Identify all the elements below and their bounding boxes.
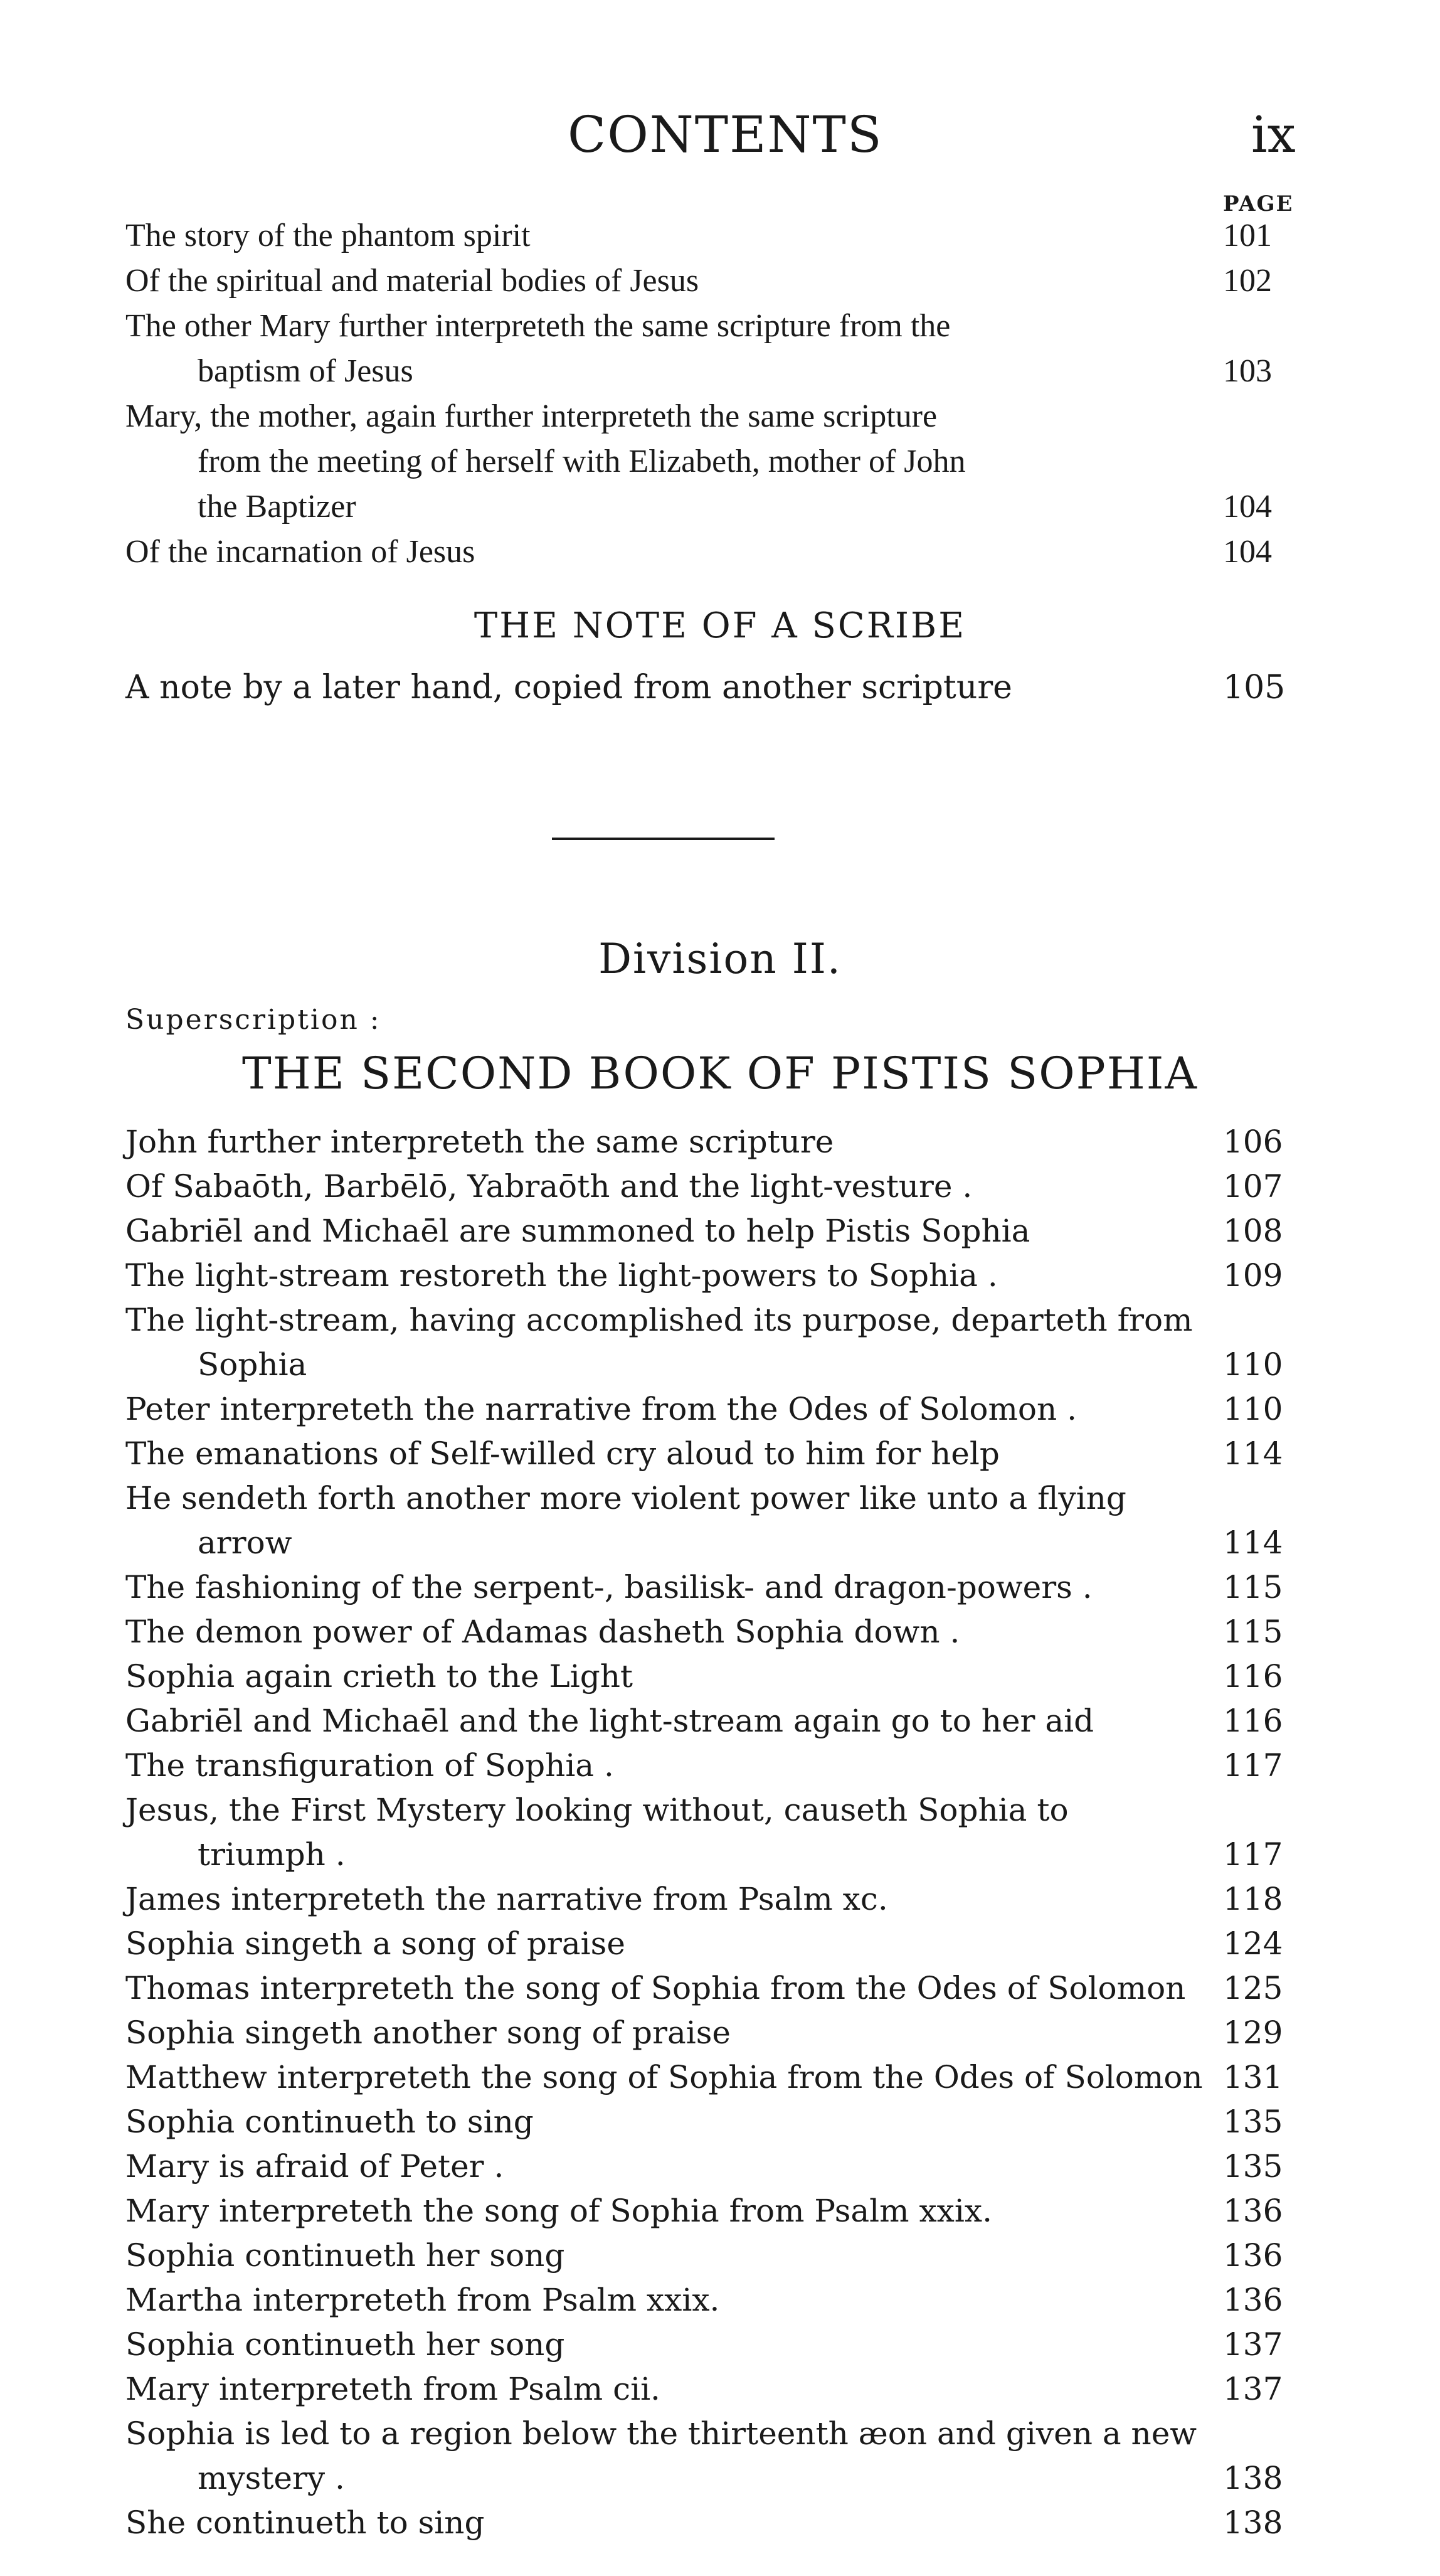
toc-entry-title bbox=[125, 2144, 1305, 2189]
toc-entry-page: 110 bbox=[1223, 1391, 1283, 1427]
toc-entry bbox=[125, 1699, 1305, 1743]
toc-entry bbox=[125, 258, 1305, 304]
toc-entry-text: Martha interpreteth from Psalm xxix. bbox=[125, 2282, 720, 2318]
toc-entry-text: Sophia continueth her song bbox=[125, 2326, 565, 2363]
toc-entry-page: 137 bbox=[1223, 2371, 1283, 2407]
toc-entry bbox=[125, 1209, 1305, 1253]
toc-entry-page: 118 bbox=[1223, 1881, 1283, 1917]
toc-entry-page: 106 bbox=[1223, 1124, 1283, 1160]
toc-entry-text: Jesus, the First Mystery looking without, causeth Sophia to bbox=[125, 1792, 1069, 1828]
toc-entry bbox=[125, 1788, 1305, 1877]
toc-entry-text: Gabriēl and Michaēl are summoned to help Pistis Sophia bbox=[125, 1213, 1030, 1249]
toc-entry-title-continued bbox=[125, 1833, 1305, 1877]
toc-entry bbox=[125, 530, 1305, 575]
toc-entry-title bbox=[125, 2011, 1305, 2055]
toc-entry-text: Sophia continueth her song bbox=[125, 2237, 565, 2274]
toc-entry-text: The emanations of Self-willed cry aloud to him for help bbox=[125, 1435, 1000, 1472]
toc-entry-title bbox=[125, 1699, 1305, 1743]
toc-entry-page: 110 bbox=[1223, 1346, 1283, 1383]
toc-entry bbox=[125, 1654, 1305, 1699]
toc-entry bbox=[125, 2055, 1305, 2100]
toc-entry-title bbox=[125, 304, 1305, 349]
toc-entry-text: Sophia singeth another song of praise bbox=[125, 2014, 731, 2051]
toc-entry-page: 135 bbox=[1223, 2148, 1283, 2185]
toc-entry bbox=[125, 1432, 1305, 1476]
page-column-label: PAGE bbox=[1223, 191, 1294, 216]
toc-entry-page: 138 bbox=[1223, 2504, 1283, 2541]
toc-entry-text: The story of the phantom spirit bbox=[125, 218, 531, 253]
toc-entry-text: The other Mary further interpreteth the same scripture from the bbox=[125, 308, 951, 344]
toc-entry bbox=[125, 2501, 1305, 2545]
toc-entry bbox=[125, 1253, 1305, 1298]
toc-entry-page: 114 bbox=[1223, 1435, 1283, 1472]
toc-entry-title bbox=[125, 2100, 1305, 2144]
toc-entry-title bbox=[125, 1120, 1305, 1164]
toc-entry-page: 114 bbox=[1223, 1525, 1283, 1561]
toc-entry bbox=[125, 1743, 1305, 1788]
toc-entry-page: 125 bbox=[1223, 1970, 1283, 2006]
toc-entry-title bbox=[125, 1788, 1305, 1833]
toc-entry-page: 136 bbox=[1223, 2193, 1283, 2229]
toc-entry bbox=[125, 1966, 1305, 2011]
toc-entry-title-continued bbox=[125, 2456, 1305, 2501]
toc-entry-text: Of the spiritual and material bodies of Jesus bbox=[125, 263, 699, 299]
toc-entry-title-continued bbox=[125, 1343, 1305, 1387]
toc-entry-title bbox=[125, 394, 1305, 439]
toc-entry-text: the Baptizer bbox=[198, 489, 356, 524]
toc-entry-title bbox=[125, 1966, 1305, 2011]
toc-entry-text: The fashioning of the serpent-, basilisk- and dragon-powers . bbox=[125, 1569, 1093, 1605]
toc-entry-page: 107 bbox=[1223, 1168, 1283, 1205]
toc-entry bbox=[125, 213, 1305, 258]
toc-entry bbox=[125, 1565, 1305, 1610]
toc-entry-text: Sophia singeth a song of praise bbox=[125, 1925, 625, 1962]
running-head bbox=[0, 107, 1440, 163]
toc-entry-text: Mary is afraid of Peter . bbox=[125, 2148, 504, 2185]
toc-entry-title bbox=[125, 2412, 1305, 2456]
toc-entry-title bbox=[125, 1922, 1305, 1966]
toc-entry-title bbox=[125, 1476, 1305, 1521]
division-heading: Division II. bbox=[598, 935, 842, 983]
page-number: ix bbox=[1251, 105, 1296, 164]
toc-entry bbox=[125, 1387, 1305, 1432]
toc-entry-page: 104 bbox=[1223, 534, 1272, 570]
toc-entry-text: The demon power of Adamas dasheth Sophia down . bbox=[125, 1614, 960, 1650]
toc-entry-page: 102 bbox=[1223, 263, 1272, 299]
toc-entry-title bbox=[125, 2501, 1305, 2545]
toc-entry-text: arrow bbox=[198, 1525, 292, 1561]
toc-entry-text: Gabriēl and Michaēl and the light-stream again go to her aid bbox=[125, 1703, 1094, 1739]
toc-entry-page: 103 bbox=[1223, 353, 1272, 389]
toc-entry-page: 117 bbox=[1223, 1747, 1283, 1784]
toc-entry bbox=[125, 2233, 1305, 2278]
toc-entry bbox=[125, 2189, 1305, 2233]
toc-entry-page: 136 bbox=[1223, 2237, 1283, 2274]
toc-entry bbox=[125, 304, 1305, 394]
toc-entry-text: He sendeth forth another more violent power like unto a flying bbox=[125, 1480, 1126, 1516]
toc-entry bbox=[125, 2278, 1305, 2323]
toc-entry-page: 108 bbox=[1223, 1213, 1283, 1249]
toc-entry-page: 117 bbox=[1223, 1836, 1283, 1873]
toc-entry-page: 105 bbox=[1223, 669, 1286, 706]
toc-entry bbox=[125, 2323, 1305, 2367]
toc-entry-title bbox=[125, 1387, 1305, 1432]
toc-entry-title bbox=[125, 2278, 1305, 2323]
toc-entry bbox=[125, 1476, 1305, 1565]
toc-entry-text: The transfiguration of Sophia . bbox=[125, 1747, 614, 1784]
toc-entry-title bbox=[125, 2367, 1305, 2412]
toc-entry-text: The light-stream, having accomplished its purpose, departeth from bbox=[125, 1302, 1193, 1338]
toc-entry-text: Of the incarnation of Jesus bbox=[125, 534, 475, 570]
toc-entry-text: John further interpreteth the same scripture bbox=[125, 1124, 834, 1160]
toc-entry-text: Of Sabaōth, Barbēlō, Yabraōth and the light-vesture . bbox=[125, 1168, 973, 1205]
toc-entry-title bbox=[125, 2189, 1305, 2233]
toc-entry bbox=[125, 2100, 1305, 2144]
toc-entry-text: Sophia again crieth to the Light bbox=[125, 1658, 633, 1695]
toc-entry bbox=[125, 1120, 1305, 1164]
toc-entry-title bbox=[125, 1565, 1305, 1610]
toc-entry-text: triumph . bbox=[198, 1836, 346, 1873]
toc-entry-title-continued bbox=[125, 1521, 1305, 1565]
toc-entry-title bbox=[125, 1209, 1305, 1253]
toc-entry bbox=[125, 2011, 1305, 2055]
toc-entry bbox=[125, 2144, 1305, 2189]
toc-entry bbox=[125, 2412, 1305, 2501]
toc-section-scribe bbox=[125, 665, 1305, 710]
toc-entry bbox=[125, 394, 1305, 530]
toc-entry bbox=[125, 1877, 1305, 1922]
toc-entry-text: Sophia is led to a region below the thirteenth æon and given a new bbox=[125, 2415, 1197, 2452]
toc-entry-page: 115 bbox=[1223, 1614, 1283, 1650]
toc-entry-text: Mary, the mother, again further interpreteth the same scripture bbox=[125, 398, 938, 434]
toc-entry-title bbox=[125, 213, 1305, 258]
toc-entry-page: 131 bbox=[1223, 2059, 1283, 2095]
section-divider-rule bbox=[552, 838, 775, 840]
toc-entry-title bbox=[125, 1298, 1305, 1343]
superscription-label: Superscription : bbox=[125, 1004, 381, 1036]
toc-entry bbox=[125, 1610, 1305, 1654]
toc-entry-text: Sophia continueth to sing bbox=[125, 2104, 534, 2140]
toc-entry-title-continued bbox=[125, 349, 1305, 394]
toc-entry-text: from the meeting of herself with Elizabeth, mother of John bbox=[198, 444, 966, 479]
toc-entry-text: She continueth to sing bbox=[125, 2504, 485, 2541]
toc-entry-page: 135 bbox=[1223, 2104, 1283, 2140]
toc-entry-text: Matthew interpreteth the song of Sophia from the Odes of Solomon bbox=[125, 2059, 1203, 2095]
toc-entry-text: Mary interpreteth the song of Sophia from Psalm xxix. bbox=[125, 2193, 992, 2229]
toc-entry-text: Peter interpreteth the narrative from the Odes of Solomon . bbox=[125, 1391, 1077, 1427]
toc-entry-page: 101 bbox=[1223, 218, 1272, 253]
toc-entry-text: The light-stream restoreth the light-powers to Sophia . bbox=[125, 1257, 998, 1294]
scribe-section-heading: THE NOTE OF A SCRIBE bbox=[474, 605, 966, 646]
book-title: THE SECOND BOOK OF PISTIS SOPHIA bbox=[242, 1048, 1198, 1099]
toc-entry-text: Thomas interpreteth the song of Sophia from the Odes of Solomon bbox=[125, 1970, 1186, 2006]
toc-entry-title-continued bbox=[125, 484, 1305, 530]
toc-entry-title bbox=[125, 2323, 1305, 2367]
toc-entry bbox=[125, 2367, 1305, 2412]
toc-entry-page: 116 bbox=[1223, 1703, 1283, 1739]
toc-entry-title bbox=[125, 1654, 1305, 1699]
toc-entry-text: Mary interpreteth from Psalm cii. bbox=[125, 2371, 660, 2407]
toc-entry-page: 115 bbox=[1223, 1569, 1283, 1605]
toc-entry-title-continued bbox=[125, 439, 1305, 484]
toc-entry-title bbox=[125, 1253, 1305, 1298]
toc-entry-page: 138 bbox=[1223, 2460, 1283, 2496]
toc-entry bbox=[125, 1922, 1305, 1966]
toc-entry-page: 104 bbox=[1223, 489, 1272, 524]
toc-entry bbox=[125, 665, 1305, 710]
toc-entry-text: James interpreteth the narrative from Psalm xc. bbox=[125, 1881, 888, 1917]
toc-entry-title bbox=[125, 1877, 1305, 1922]
toc-entry-text: baptism of Jesus bbox=[198, 353, 413, 389]
toc-entry-title bbox=[125, 1610, 1305, 1654]
toc-entry-title bbox=[125, 1743, 1305, 1788]
toc-entry-page: 109 bbox=[1223, 1257, 1283, 1294]
toc-entry-text: A note by a later hand, copied from another scripture bbox=[125, 669, 1012, 706]
toc-section-book-2 bbox=[125, 1120, 1305, 2545]
toc-entry-text: Sophia bbox=[198, 1346, 307, 1383]
toc-entry-title bbox=[125, 1432, 1305, 1476]
running-head-title: CONTENTS bbox=[568, 105, 883, 164]
toc-entry-text: mystery . bbox=[198, 2460, 345, 2496]
toc-entry bbox=[125, 1164, 1305, 1209]
toc-entry-page: 124 bbox=[1223, 1925, 1283, 1962]
toc-entry-title bbox=[125, 530, 1305, 575]
toc-entry-page: 136 bbox=[1223, 2282, 1283, 2318]
toc-entry-page: 116 bbox=[1223, 1658, 1283, 1695]
toc-section-division-1 bbox=[125, 213, 1305, 575]
toc-entry-title bbox=[125, 2055, 1305, 2100]
toc-entry-title bbox=[125, 2233, 1305, 2278]
toc-entry-title bbox=[125, 665, 1305, 710]
toc-entry-title bbox=[125, 258, 1305, 304]
toc-entry-title bbox=[125, 1164, 1305, 1209]
toc-entry-page: 137 bbox=[1223, 2326, 1283, 2363]
toc-entry bbox=[125, 1298, 1305, 1387]
toc-entry-page: 129 bbox=[1223, 2014, 1283, 2051]
